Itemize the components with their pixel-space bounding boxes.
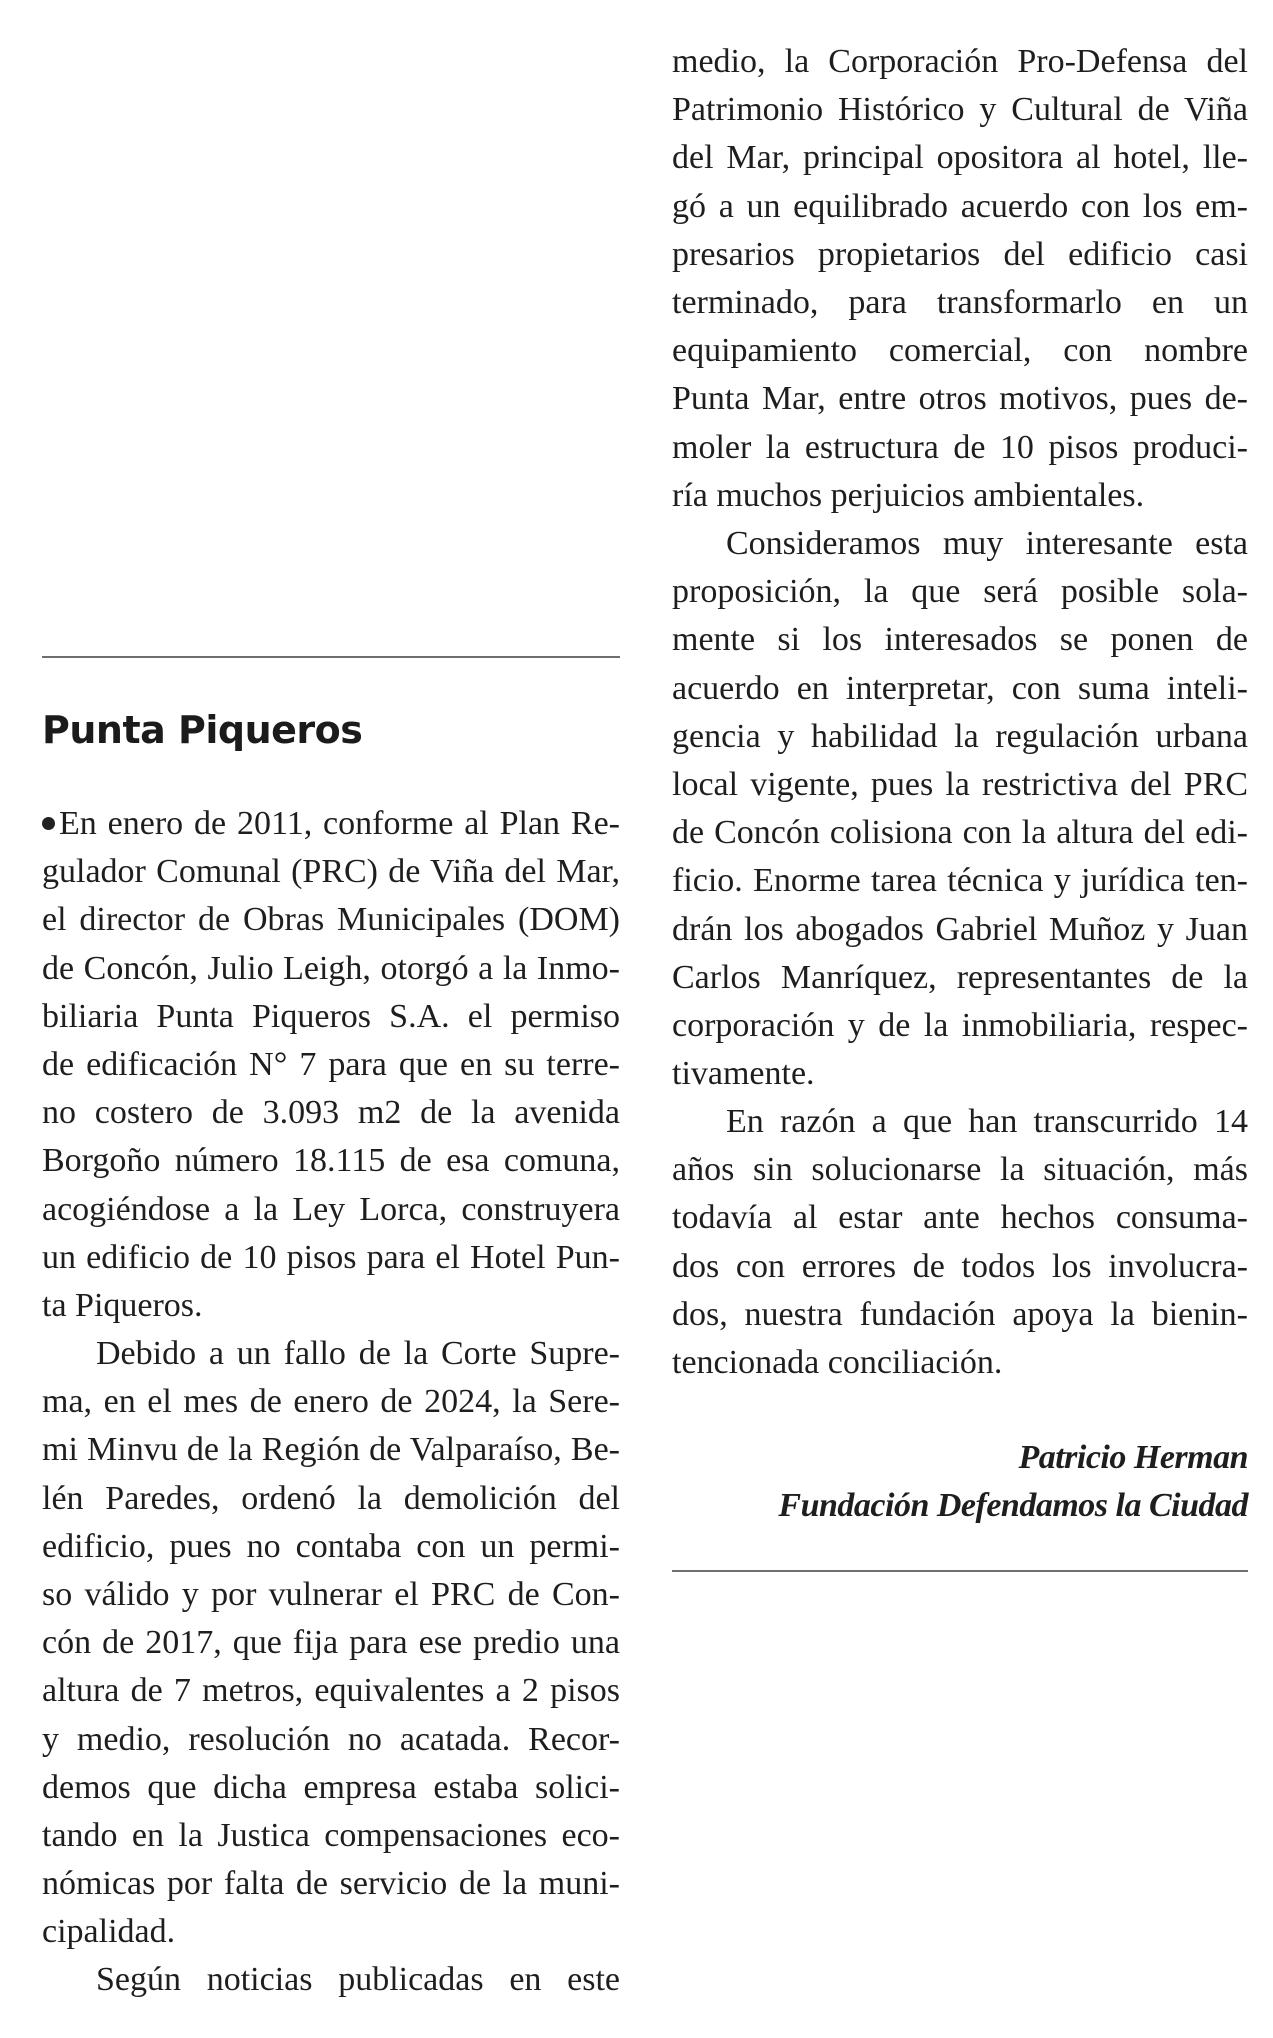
paragraph-line: todavía al estar ante hechos consuma-: [672, 1199, 1248, 1237]
paragraph-line: En enero de 2011, conforme al Plan Re-: [42, 800, 620, 848]
paragraph-line: ta Piqueros.: [42, 1286, 203, 1324]
paragraph-line: gencia y habilidad la regulación urbana: [672, 717, 1248, 755]
paragraph-line: proposición, la que será posible sola-: [672, 573, 1248, 611]
paragraph-line: del Mar, principal opositora al hotel, lle-: [672, 139, 1248, 177]
paragraph-line: En razón a que han transcurrido 14: [726, 1103, 1248, 1140]
paragraph-line: ría muchos perjuicios ambientales.: [672, 476, 1145, 514]
paragraph-line: dos con errores de todos los involucra-: [672, 1247, 1248, 1285]
paragraph-line: medio, la Corporación Pro-Defensa del: [672, 43, 1248, 80]
paragraph-line: no costero de 3.093 m2 de la avenida: [42, 1094, 620, 1132]
section-divider-bottom: [672, 1570, 1248, 1572]
paragraph-line: ma, en el mes de enero de 2024, la Sere-: [42, 1383, 620, 1421]
paragraph-line: biliaria Punta Piqueros S.A. el permiso: [42, 997, 620, 1035]
paragraph-line: moler la estructura de 10 pisos produci-: [672, 428, 1248, 466]
paragraph-line: edificio, pues no contaba con un permi-: [42, 1527, 620, 1565]
paragraph-line: ficio. Enorme tarea técnica y jurídica ten-: [672, 862, 1248, 900]
paragraph-line: mente si los interesados se ponen de: [672, 621, 1248, 659]
paragraph-2: [42, 1330, 620, 1956]
paragraph-line: terminado, para transformarlo en un: [672, 283, 1248, 321]
paragraph-line: equipamiento comercial, con nombre: [672, 332, 1248, 370]
signature-organization: Fundación Defendamos la Ciudad: [778, 1487, 1248, 1524]
paragraph-line: gulador Comunal (PRC) de Viña del Mar,: [42, 853, 620, 891]
paragraph-line: altura de 7 metros, equivalentes a 2 pisos: [42, 1672, 620, 1710]
bullet-icon: [42, 817, 55, 830]
paragraph-line: so válido y por vulnerar el PRC de Con-: [42, 1575, 620, 1613]
paragraph-line: tencionada conciliación.: [672, 1343, 1003, 1381]
paragraph-line: presarios propietarios del edificio casi: [672, 235, 1248, 273]
paragraph-line: años sin solucionarse la situación, más: [672, 1151, 1248, 1189]
paragraph-line: gó a un equilibrado acuerdo con los em-: [672, 187, 1248, 225]
paragraph-line: Patrimonio Histórico y Cultural de Viña: [672, 91, 1248, 129]
signature-block: [778, 1434, 1248, 1530]
paragraph-line: acogiéndose a la Ley Lorca, construyera: [42, 1190, 620, 1228]
paragraph-line: tivamente.: [672, 1055, 815, 1093]
paragraph-line: Carlos Manríquez, representantes de la: [672, 958, 1248, 996]
paragraph-line: de Concón colisiona con la altura del edi-: [672, 814, 1248, 852]
paragraph-line: mi Minvu de la Región de Valparaíso, Be-: [42, 1431, 620, 1469]
paragraph-1: [42, 800, 620, 1330]
paragraph-line: de Concón, Julio Leigh, otorgó a la Inmo-: [42, 949, 620, 987]
paragraph-line: cipalidad.: [42, 1913, 176, 1951]
paragraph-line: acuerdo en interpretar, con suma inteli-: [672, 669, 1248, 707]
paragraph-line: drán los abogados Gabriel Muñoz y Juan: [672, 910, 1248, 948]
signature-name: Patricio Herman: [1018, 1439, 1248, 1476]
paragraph-3-start: [42, 1956, 620, 2004]
paragraph-line: cón de 2017, que fija para ese predio una: [42, 1624, 620, 1662]
paragraph-line: demos que dicha empresa estaba solici-: [42, 1768, 620, 1806]
paragraph-line: Borgoño número 18.115 de esa comuna,: [42, 1142, 620, 1180]
paragraph-5: [672, 1098, 1248, 1387]
paragraph-line: local vigente, pues la restrictiva del PRC: [672, 765, 1248, 803]
letter-headline: Punta Piqueros: [42, 708, 363, 752]
paragraph-line: Consideramos muy interesante esta: [726, 525, 1248, 562]
paragraph-3-continued: [672, 38, 1248, 520]
paragraph-line: lén Paredes, ordenó la demolición del: [42, 1479, 620, 1517]
paragraph-line: y medio, resolución no acatada. Recor-: [42, 1720, 620, 1758]
paragraph-line: Punta Mar, entre otros motivos, pues de-: [672, 380, 1248, 418]
paragraph-line: el director de Obras Municipales (DOM): [42, 901, 620, 939]
paragraph-line: de edificación N° 7 para que en su terre-: [42, 1045, 620, 1083]
paragraph-line: Debido a un fallo de la Corte Supre-: [96, 1335, 620, 1372]
paragraph-line: Según noticias publicadas en este: [96, 1961, 620, 1998]
paragraph-4: [672, 520, 1248, 1098]
paragraph-line: nómicas por falta de servicio de la muni-: [42, 1865, 620, 1903]
section-divider-top: [42, 656, 620, 658]
paragraph-line: dos, nuestra fundación apoya la bienin-: [672, 1295, 1248, 1333]
paragraph-line: un edificio de 10 pisos para el Hotel Pun-: [42, 1238, 620, 1276]
paragraph-line: tando en la Justica compensaciones eco-: [42, 1816, 620, 1854]
paragraph-line: corporación y de la inmobiliaria, respec-: [672, 1006, 1248, 1044]
